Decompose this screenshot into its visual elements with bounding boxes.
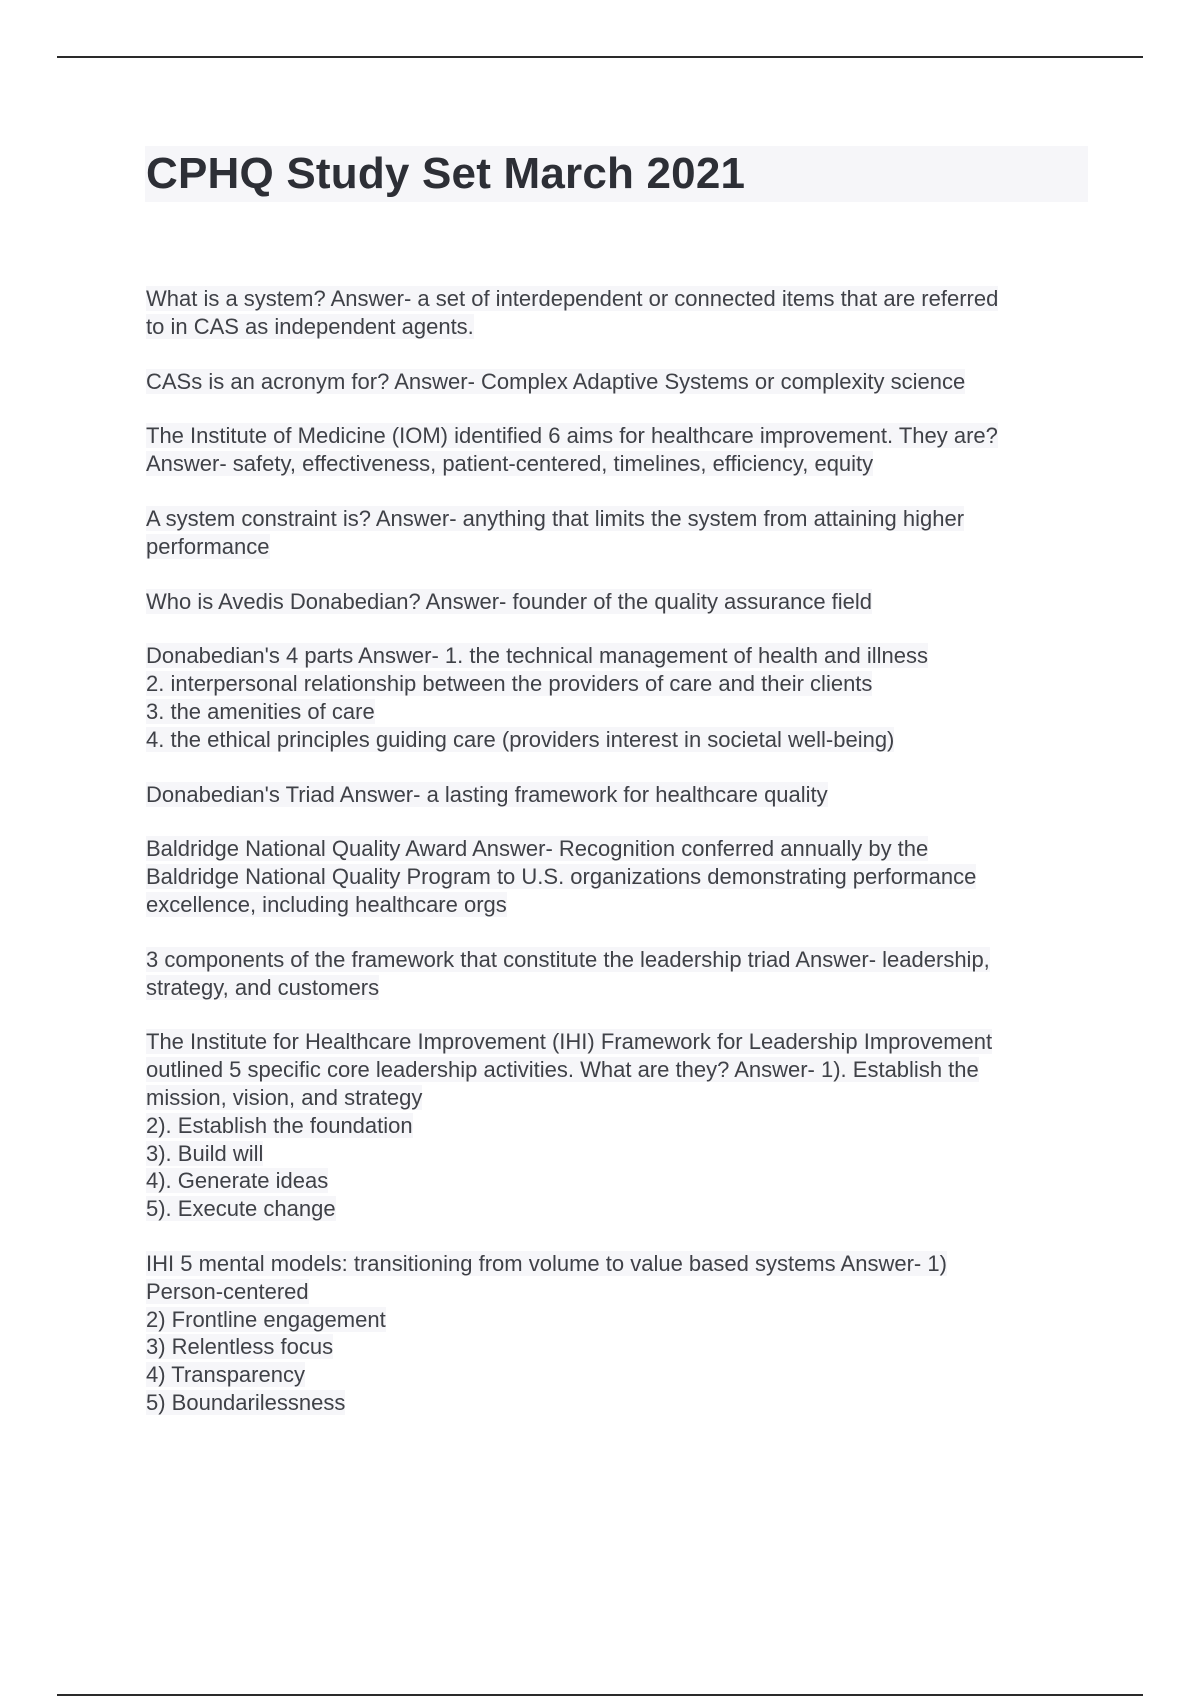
qa-line-text: 3 components of the framework that constitute the leadership triad Answer- leadership, — [146, 946, 990, 972]
qa-line-text: 4) Transparency — [146, 1362, 305, 1388]
qa-line — [146, 1306, 1096, 1334]
qa-line-text: CASs is an acronym for? Answer- Complex Adaptive Systems or complexity science — [146, 368, 966, 394]
qa-entry — [146, 505, 1096, 561]
qa-line-text: outlined 5 specific core leadership activities. What are they? Answer- 1). Establish the — [146, 1057, 979, 1083]
qa-line — [146, 505, 1096, 533]
qa-line — [146, 781, 1096, 809]
qa-line-text: performance — [146, 533, 270, 559]
qa-line — [146, 1056, 1096, 1084]
qa-line — [146, 726, 1096, 754]
qa-line-text: strategy, and customers — [146, 974, 380, 1000]
qa-line-text: excellence, including healthcare orgs — [146, 891, 507, 917]
qa-line — [146, 1250, 1096, 1278]
qa-line — [146, 1389, 1096, 1417]
qa-line — [146, 588, 1096, 616]
document-title: CPHQ Study Set March 2021 — [146, 149, 746, 198]
qa-entry — [146, 642, 1096, 753]
qa-line — [146, 1195, 1096, 1223]
qa-entry — [146, 285, 1096, 341]
qa-line — [146, 285, 1096, 313]
qa-line — [146, 891, 1096, 919]
top-rule — [57, 56, 1143, 58]
qa-line — [146, 698, 1096, 726]
qa-line-text: Donabedian's Triad Answer- a lasting framework for healthcare quality — [146, 781, 828, 807]
qa-line-text: 5). Execute change — [146, 1196, 336, 1222]
qa-line-text: 2). Establish the foundation — [146, 1112, 413, 1138]
qa-line — [146, 1140, 1096, 1168]
qa-line — [146, 1112, 1096, 1140]
qa-entry — [146, 946, 1096, 1002]
qa-entry — [146, 368, 1096, 396]
qa-entry — [146, 588, 1096, 616]
qa-line-text: A system constraint is? Answer- anything that limits the system from attaining higher — [146, 505, 965, 531]
qa-line — [146, 1084, 1096, 1112]
qa-line-text: The Institute of Medicine (IOM) identified 6 aims for healthcare improvement. They are? — [146, 423, 998, 449]
qa-line — [146, 946, 1096, 974]
qa-line-text: mission, vision, and strategy — [146, 1084, 423, 1110]
qa-line-text: Donabedian's 4 parts Answer- 1. the technical management of health and illness — [146, 643, 929, 669]
qa-entry — [146, 1250, 1096, 1417]
bottom-rule — [57, 1694, 1143, 1696]
qa-line-text: 2. interpersonal relationship between the providers of care and their clients — [146, 671, 873, 697]
qa-entry — [146, 781, 1096, 809]
qa-line-text: 2) Frontline engagement — [146, 1306, 386, 1332]
qa-line — [146, 1333, 1096, 1361]
qa-line — [146, 450, 1096, 478]
qa-line-text: to in CAS as independent agents. — [146, 313, 474, 339]
qa-line-text: 4). Generate ideas — [146, 1168, 329, 1194]
qa-line-text: Who is Avedis Donabedian? Answer- founder of the quality assurance field — [146, 588, 873, 614]
qa-line — [146, 1028, 1096, 1056]
qa-line-text: Answer- safety, effectiveness, patient-centered, timelines, efficiency, equity — [146, 451, 874, 477]
qa-line-text: What is a system? Answer- a set of interdependent or connected items that are referred — [146, 286, 999, 311]
qa-line-text: Baldridge National Quality Program to U.S. organizations demonstrating performance — [146, 864, 977, 890]
qa-line — [146, 313, 1096, 341]
qa-line-text: Baldridge National Quality Award Answer- Recognition conferred annually by the — [146, 836, 929, 862]
qa-line-text: 3. the amenities of care — [146, 698, 375, 724]
qa-line — [146, 863, 1096, 891]
qa-line-text: Person-centered — [146, 1278, 309, 1304]
qa-line — [146, 533, 1096, 561]
qa-line-text: 3). Build will — [146, 1140, 264, 1166]
qa-line — [146, 368, 1096, 396]
qa-line-text: 4. the ethical principles guiding care (providers interest in societal well-being) — [146, 726, 895, 752]
qa-line — [146, 670, 1096, 698]
qa-list — [146, 285, 1096, 1444]
qa-entry — [146, 835, 1096, 918]
qa-line — [146, 974, 1096, 1002]
qa-entry — [146, 422, 1096, 478]
qa-line — [146, 1167, 1096, 1195]
qa-line — [146, 1278, 1096, 1306]
qa-line-text: The Institute for Healthcare Improvement (IHI) Framework for Leadership Improvement — [146, 1029, 993, 1055]
qa-line — [146, 642, 1096, 670]
qa-line-text: 5) Boundarilessness — [146, 1389, 346, 1415]
qa-line — [146, 1361, 1096, 1389]
qa-line-text: IHI 5 mental models: transitioning from volume to value based systems Answer- 1) — [146, 1250, 947, 1276]
qa-line-text: 3) Relentless focus — [146, 1334, 334, 1360]
qa-line — [146, 422, 1096, 450]
qa-entry — [146, 1028, 1096, 1223]
qa-line — [146, 835, 1096, 863]
